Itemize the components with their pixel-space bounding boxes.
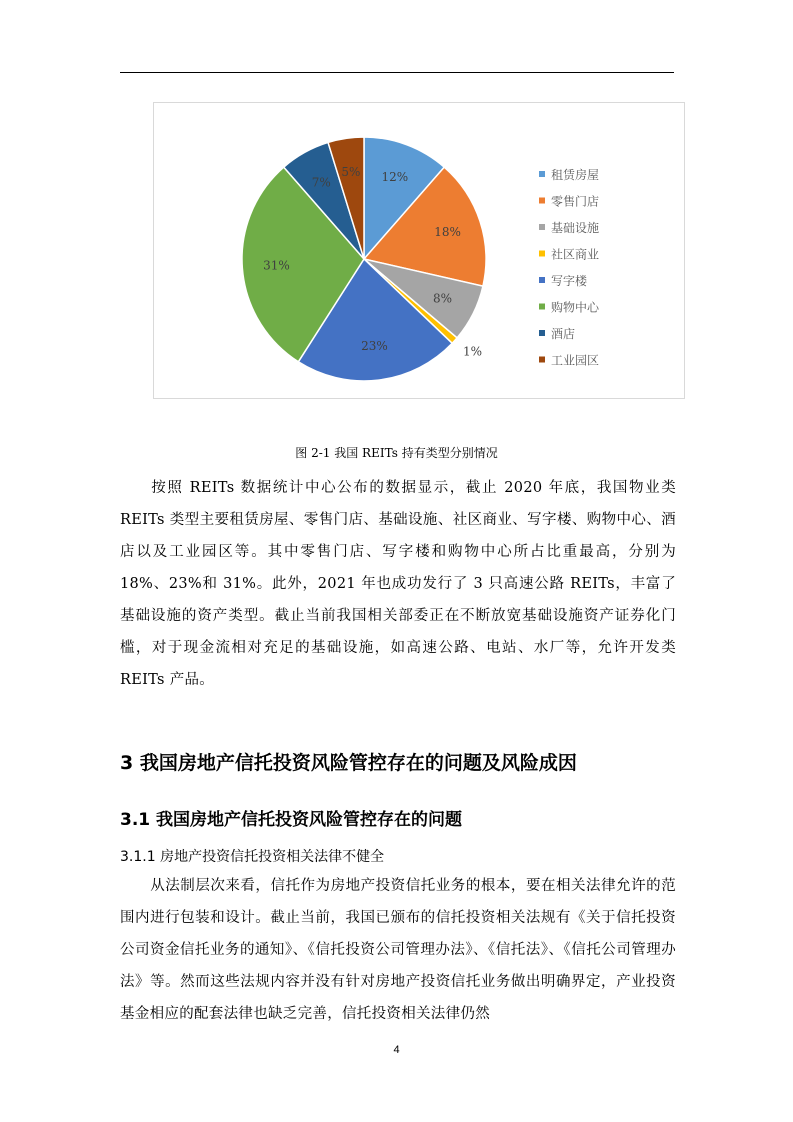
legend-label-8: 工业园区	[551, 353, 600, 368]
legend-label-6: 购物中心	[551, 300, 600, 315]
legend-label-5: 写字楼	[551, 274, 588, 288]
pie-chart	[153, 102, 685, 399]
paragraph-1-text: 按照 REITs 数据统计中心公布的数据显示，截止 2020 年底，我国物业类 REITs 类型主要租赁房屋、零售门店、基础设施、社区商业、写字楼、购物中心、酒店以及工业园区等。其中零售门店、写字楼和购物中心所占比重最高，分别为 18%、23%和 31%。此外，2021 年也成功发行了 3 只高速公路 REITs，丰富了基础设施的资产类型。截止当前我国相关部委正在不断放宽基础设施资产证券化门槛，对于现金流相对充足的基础设施，如高速公路、电站、水厂等，允许开发类 REITs 产品。	[120, 480, 676, 688]
legend-marker-7	[539, 330, 545, 336]
pie-data-label-7: 7%	[311, 175, 331, 190]
subsection-heading: 3.1.1 房地产投资信托投资相关法律不健全	[120, 849, 385, 865]
pie-data-label-2: 18%	[434, 224, 461, 239]
legend-marker-1	[539, 171, 545, 177]
legend-marker-2	[539, 198, 545, 204]
legend-marker-5	[539, 277, 545, 283]
pie-chart-svg	[154, 103, 686, 400]
legend-label-2: 零售门店	[551, 194, 600, 209]
pie-data-label-8: 5%	[341, 165, 361, 180]
pie-data-label-6: 31%	[263, 258, 290, 273]
pie-data-label-3: 8%	[433, 291, 453, 306]
legend-label-1: 租赁房屋	[551, 168, 600, 182]
legend-label-4: 社区商业	[551, 247, 600, 262]
body-paragraph-1	[120, 472, 676, 696]
legend-label-7: 酒店	[551, 327, 576, 341]
header-rule	[120, 72, 674, 73]
figure-caption: 图 2-1 我国 REITs 持有类型分别情况	[295, 446, 498, 460]
legend-marker-8	[539, 357, 545, 363]
pie-data-label-4: 1%	[463, 344, 483, 359]
page-number: 4	[393, 1044, 400, 1056]
legend-marker-6	[539, 304, 545, 310]
legend-label-3: 基础设施	[551, 221, 600, 235]
section-heading: 3.1 我国房地产信托投资风险管控存在的问题	[120, 810, 463, 830]
legend-marker-4	[539, 251, 545, 257]
chapter-heading: 3 我国房地产信托投资风险管控存在的问题及风险成因	[120, 752, 577, 774]
body-paragraph-2	[120, 870, 676, 1030]
paragraph-2-text: 从法制层次来看，信托作为房地产投资信托业务的根本，要在相关法律允许的范围内进行包装和设计。截止当前，我国已颁布的信托投资相关法规有《关于信托投资公司资金信托业务的通知》、《信托投资公司管理办法》、《信托法》、《信托公司管理办法》等。然而这些法规内容并没有针对房地产投资信托业务做出明确界定，产业投资基金相应的配套法律也缺乏完善，信托投资相关法律仍然	[120, 878, 676, 1022]
pie-data-label-5: 23%	[361, 339, 388, 354]
pie-data-label-1: 12%	[381, 169, 409, 184]
legend-marker-3	[539, 224, 545, 230]
